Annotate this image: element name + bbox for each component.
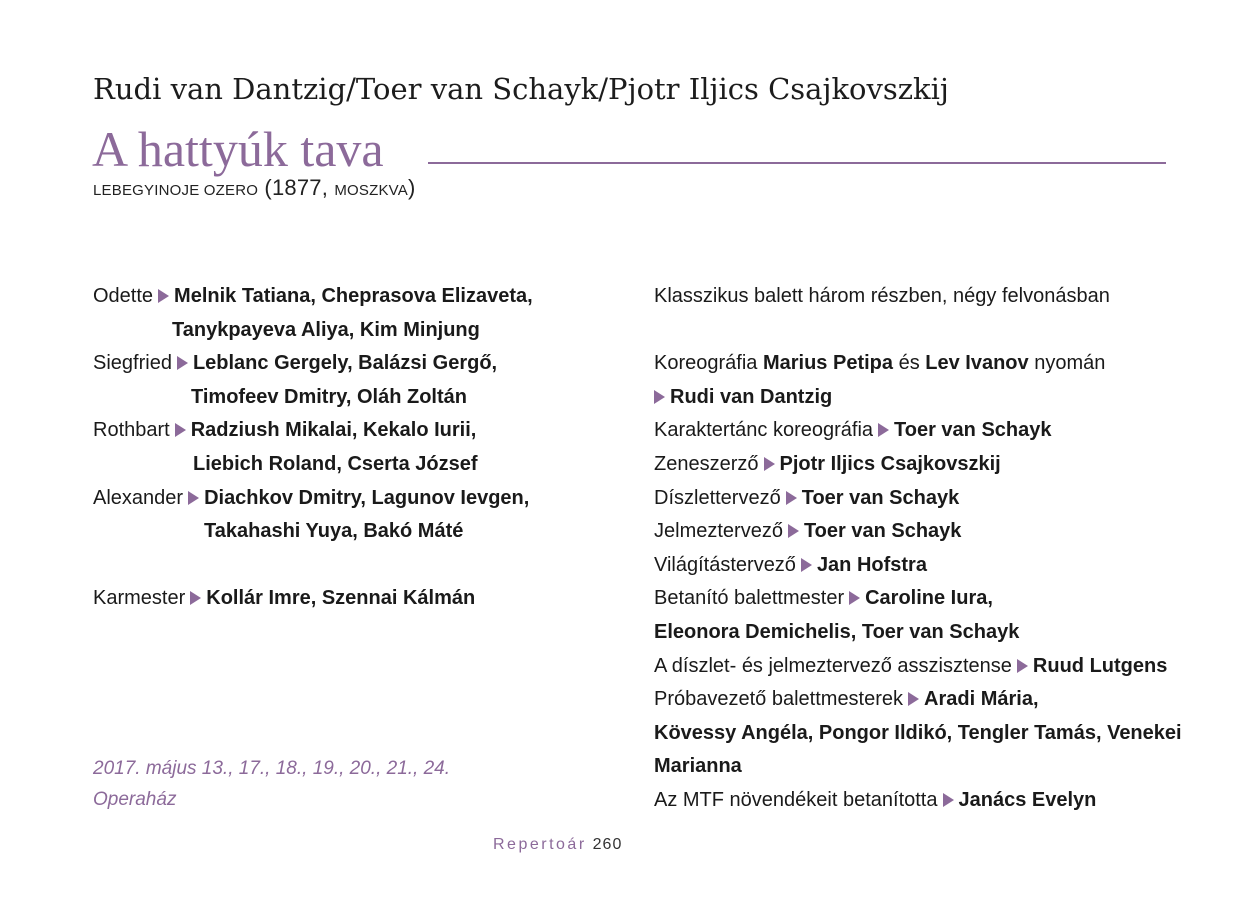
cast-list [93,280,613,616]
credit-label: Karaktertánc koreográfia [654,419,874,442]
credit-label: Díszlettervező [654,486,781,509]
cast-names: Radziush Mikalai, Kekalo Iurii, [190,419,477,442]
mtf-row [654,784,1174,818]
cast-names-cont: Tanykpayeva Aliya, Kim Minjung [172,318,480,341]
arrow-icon [177,356,188,370]
arrow-icon [1017,659,1028,673]
cast-names-cont: Liebich Roland, Cserta József [193,452,478,475]
conductor-row [93,582,613,616]
premiere-city: MOSZKVA [334,182,408,199]
credit-row [654,414,1174,448]
credit-name: Aradi Mária, [924,688,1039,711]
credit-label: Betanító balettmester [654,587,845,610]
page-number: 260 [592,836,623,853]
cast-names: Leblanc Gergely, Balázsi Gergő, [192,352,498,375]
credit-name: Toer van Schayk [801,486,960,509]
page-title: A hattyúk tava [92,121,384,177]
cast-row-alexander [93,482,613,516]
credit-conj: és [898,352,920,375]
arrow-icon [849,591,860,605]
credit-name: Caroline Iura, [865,587,993,610]
original-title: LEBEGYINOJE OZERO [93,182,259,199]
credit-label: Jelmeztervező [654,520,783,543]
arrow-icon [158,289,169,303]
performance-dates: 2017. május 13., 17., 18., 19., 20., 21., 24. [93,758,451,779]
cast-names: Melnik Tatiana, Cheprasova Elizaveta, [174,285,533,307]
cast-row-siegfried [93,347,613,381]
arrow-icon [190,591,201,605]
role-label: Alexander [93,486,184,509]
premiere-year: 1877, [271,175,329,200]
credit-name-cont: Marianna [654,755,742,778]
arrow-icon [908,692,919,706]
credit-name: Janács Evelyn [958,788,1097,811]
arrow-icon [764,457,775,471]
performance-venue: Operaház [93,789,177,810]
genre-line: Klasszikus balett három részben, négy felvonásban [654,285,1110,307]
credit-label: Az MTF növendékeit betanította [654,788,938,811]
credit-name: Jan Hofstra [816,553,927,576]
title-rule [428,162,1166,164]
credit-name: Lev Ivanov [925,352,1029,375]
cast-names-cont: Takahashi Yuya, Bakó Máté [204,520,464,543]
credit-suffix: nyomán [1034,352,1106,375]
cast-names: Diachkov Dmitry, Lagunov Ievgen, [204,486,530,509]
cast-row-odette [93,280,613,314]
subtitle: LEBEGYINOJE OZERO (1877, MOSZKVA) [93,175,416,200]
credit-name: Ruud Lutgens [1032,654,1168,677]
credit-name: Pjotr Iljics Csajkovszkij [779,452,1001,475]
ballet-master-row [654,582,1174,616]
arrow-icon [943,793,954,807]
section-name: Repertoár [493,836,587,853]
arrow-icon [878,423,889,437]
role-label: Karmester [93,587,186,610]
role-label: Rothbart [93,419,170,442]
arrow-icon [654,390,665,404]
credit-name: Toer van Schayk [894,419,1052,442]
arrow-icon [188,491,199,505]
arrow-icon [786,491,797,505]
cast-names-cont: Timofeev Dmitry, Oláh Zoltán [191,385,467,408]
choreography-line [654,347,1174,381]
credit-row [654,482,1174,516]
credits-list [654,280,1182,818]
arrow-icon [788,524,799,538]
credit-row [654,515,1174,549]
credit-label: Koreográfia [654,352,758,375]
cast-row-rothbart [93,414,613,448]
choreographer-line [654,381,1174,415]
credit-label: A díszlet- és jelmeztervező asszisztense [654,654,1012,677]
credit-name: Marius Petipa [762,352,894,375]
credit-label: Világítástervező [654,553,796,576]
performance-info [93,753,450,815]
arrow-icon [801,558,812,572]
credit-name-cont: Kövessy Angéla, Pongor Ildikó, Tengler Tamás, Venekei [654,721,1182,744]
credit-row [654,549,1174,583]
authors-line: Rudi van Dantzig/Toer van Schayk/Pjotr Iljics Csajkovszkij [93,72,949,106]
page-footer [493,836,622,854]
credit-label: Zeneszerző [654,452,759,475]
assistant-row [654,650,1174,684]
role-label: Siegfried [93,352,172,375]
credit-name-cont: Eleonora Demichelis, Toer van Schayk [654,620,1020,643]
rehearsal-row [654,683,1174,717]
credit-name: Toer van Schayk [803,520,962,543]
conductor-names: Kollár Imre, Szennai Kálmán [206,587,476,610]
role-label: Odette [93,285,154,307]
credit-row [654,448,1174,482]
credit-label: Próbavezető balettmesterek [654,688,904,711]
arrow-icon [175,423,186,437]
credit-name: Rudi van Dantzig [670,385,833,408]
